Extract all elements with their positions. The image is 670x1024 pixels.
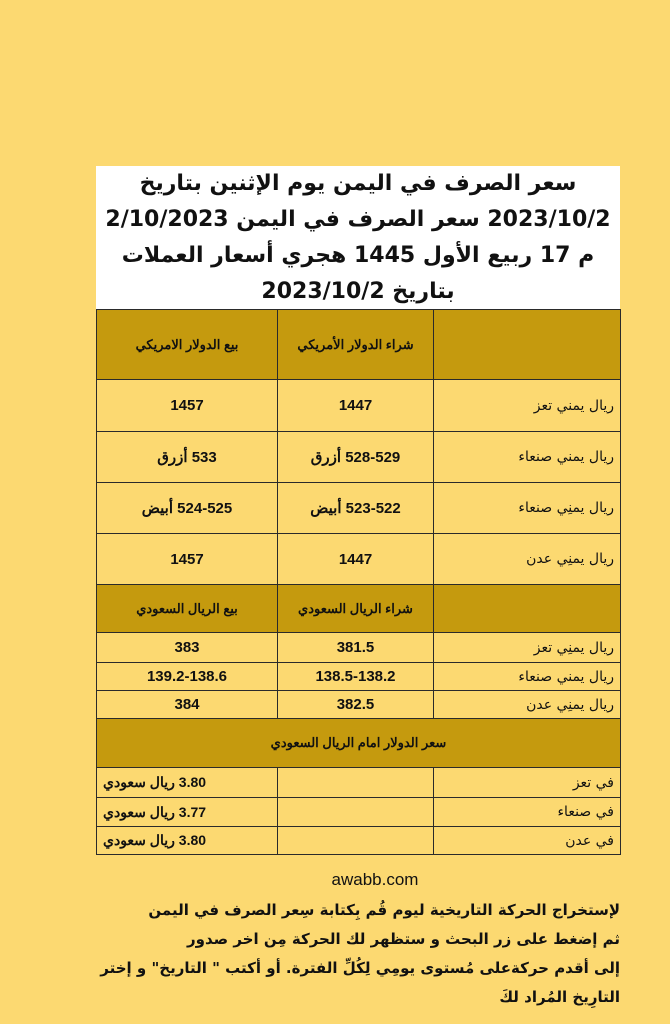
usd-buy-value: 528-529 أزرق xyxy=(278,432,434,483)
page-title xyxy=(96,166,620,309)
usd-sell-value: 533 أزرق xyxy=(97,432,278,483)
table-row xyxy=(97,534,621,585)
sar-header-row xyxy=(97,585,621,633)
sar-header-label xyxy=(434,585,621,633)
title-line: بتاريخ 2023/10/2 xyxy=(261,279,455,304)
sar-sell-value: 384 xyxy=(97,691,278,719)
note-line: لإستخراج الحركة التاريخية ليوم قُم بِكتابة سِعر الصرف في اليمن xyxy=(148,901,620,919)
row-label: ريال يمنِي عدن xyxy=(434,534,621,585)
sar-buy-value: 138.5-138.2 xyxy=(278,663,434,691)
table-row xyxy=(97,798,621,827)
sar-sell-value: 383 xyxy=(97,633,278,663)
title-line: سعر الصرف في اليمن يوم الإثنين بتاريخ xyxy=(139,171,577,196)
row-label: في عدن xyxy=(434,827,621,855)
note-line: التارِيخ المُراد لكَ xyxy=(499,988,620,1006)
row-label: ريال يمني تعز xyxy=(434,380,621,432)
table-row xyxy=(97,380,621,432)
row-label: ريال يمني صنعاء xyxy=(434,432,621,483)
sar-sell-header: بيع الريال السعودي xyxy=(97,585,278,633)
usd-buy-header: شراء الدولار الأمريكي xyxy=(278,310,434,380)
table-row xyxy=(97,663,621,691)
sar-buy-header: شراء الريال السعودي xyxy=(278,585,434,633)
site-url: awabb.com xyxy=(331,870,419,889)
row-label: ريال يمني صنعاء xyxy=(434,663,621,691)
exchange-rate-table xyxy=(96,309,621,855)
table-row xyxy=(97,768,621,798)
table-row xyxy=(97,633,621,663)
sar-buy-value: 382.5 xyxy=(278,691,434,719)
title-line: 2023/10/2 سعر الصرف في اليمن 2/10/2023 xyxy=(105,207,611,232)
row-label: في صنعاء xyxy=(434,798,621,827)
usd-header-label xyxy=(434,310,621,380)
table-row xyxy=(97,691,621,719)
empty-cell xyxy=(278,798,434,827)
usd-header-row xyxy=(97,310,621,380)
usd-sell-value: 1457 xyxy=(97,534,278,585)
usd-sell-value: 524-525 أبيض xyxy=(97,483,278,534)
empty-cell xyxy=(278,827,434,855)
empty-cell xyxy=(278,768,434,798)
usd-sar-value: 3.77 ريال سعودي xyxy=(97,798,278,827)
usd-buy-value: 1447 xyxy=(278,534,434,585)
table-row xyxy=(97,483,621,534)
usd-sar-value: 3.80 ريال سعودي xyxy=(97,768,278,798)
title-line: م 17 ربيع الأول 1445 هجري أسعار العملات xyxy=(121,243,595,268)
usd-buy-value: 523-522 أبيض xyxy=(278,483,434,534)
usd-buy-value: 1447 xyxy=(278,380,434,432)
usd-sell-value: 1457 xyxy=(97,380,278,432)
row-label: في تعز xyxy=(434,768,621,798)
note-line: إلى أقدم حركةعلى مُستوى يومِي لِكُلِّ الفترة. أو أكتب " التاريخ" و إختر xyxy=(100,959,620,977)
row-label: ريال يمنِي عدن xyxy=(434,691,621,719)
footer-note xyxy=(0,896,620,1012)
usd-sar-header-row xyxy=(97,719,621,768)
usd-sell-header: بيع الدولار الامريكي xyxy=(97,310,278,380)
usd-sar-value: 3.80 ريال سعودي xyxy=(97,827,278,855)
sar-buy-value: 381.5 xyxy=(278,633,434,663)
table-row xyxy=(97,432,621,483)
note-line: ثم إضغط على زر البحث و ستظهر لك الحركة مِن اخر صدور xyxy=(187,930,620,948)
sar-sell-value: 139.2-138.6 xyxy=(97,663,278,691)
row-label: ريال يمنِي تعز xyxy=(434,633,621,663)
row-label: ريال يمنِي صنعاء xyxy=(434,483,621,534)
table-row xyxy=(97,827,621,855)
usd-sar-header: سعر الدولار امام الريال السعودي xyxy=(97,719,621,768)
